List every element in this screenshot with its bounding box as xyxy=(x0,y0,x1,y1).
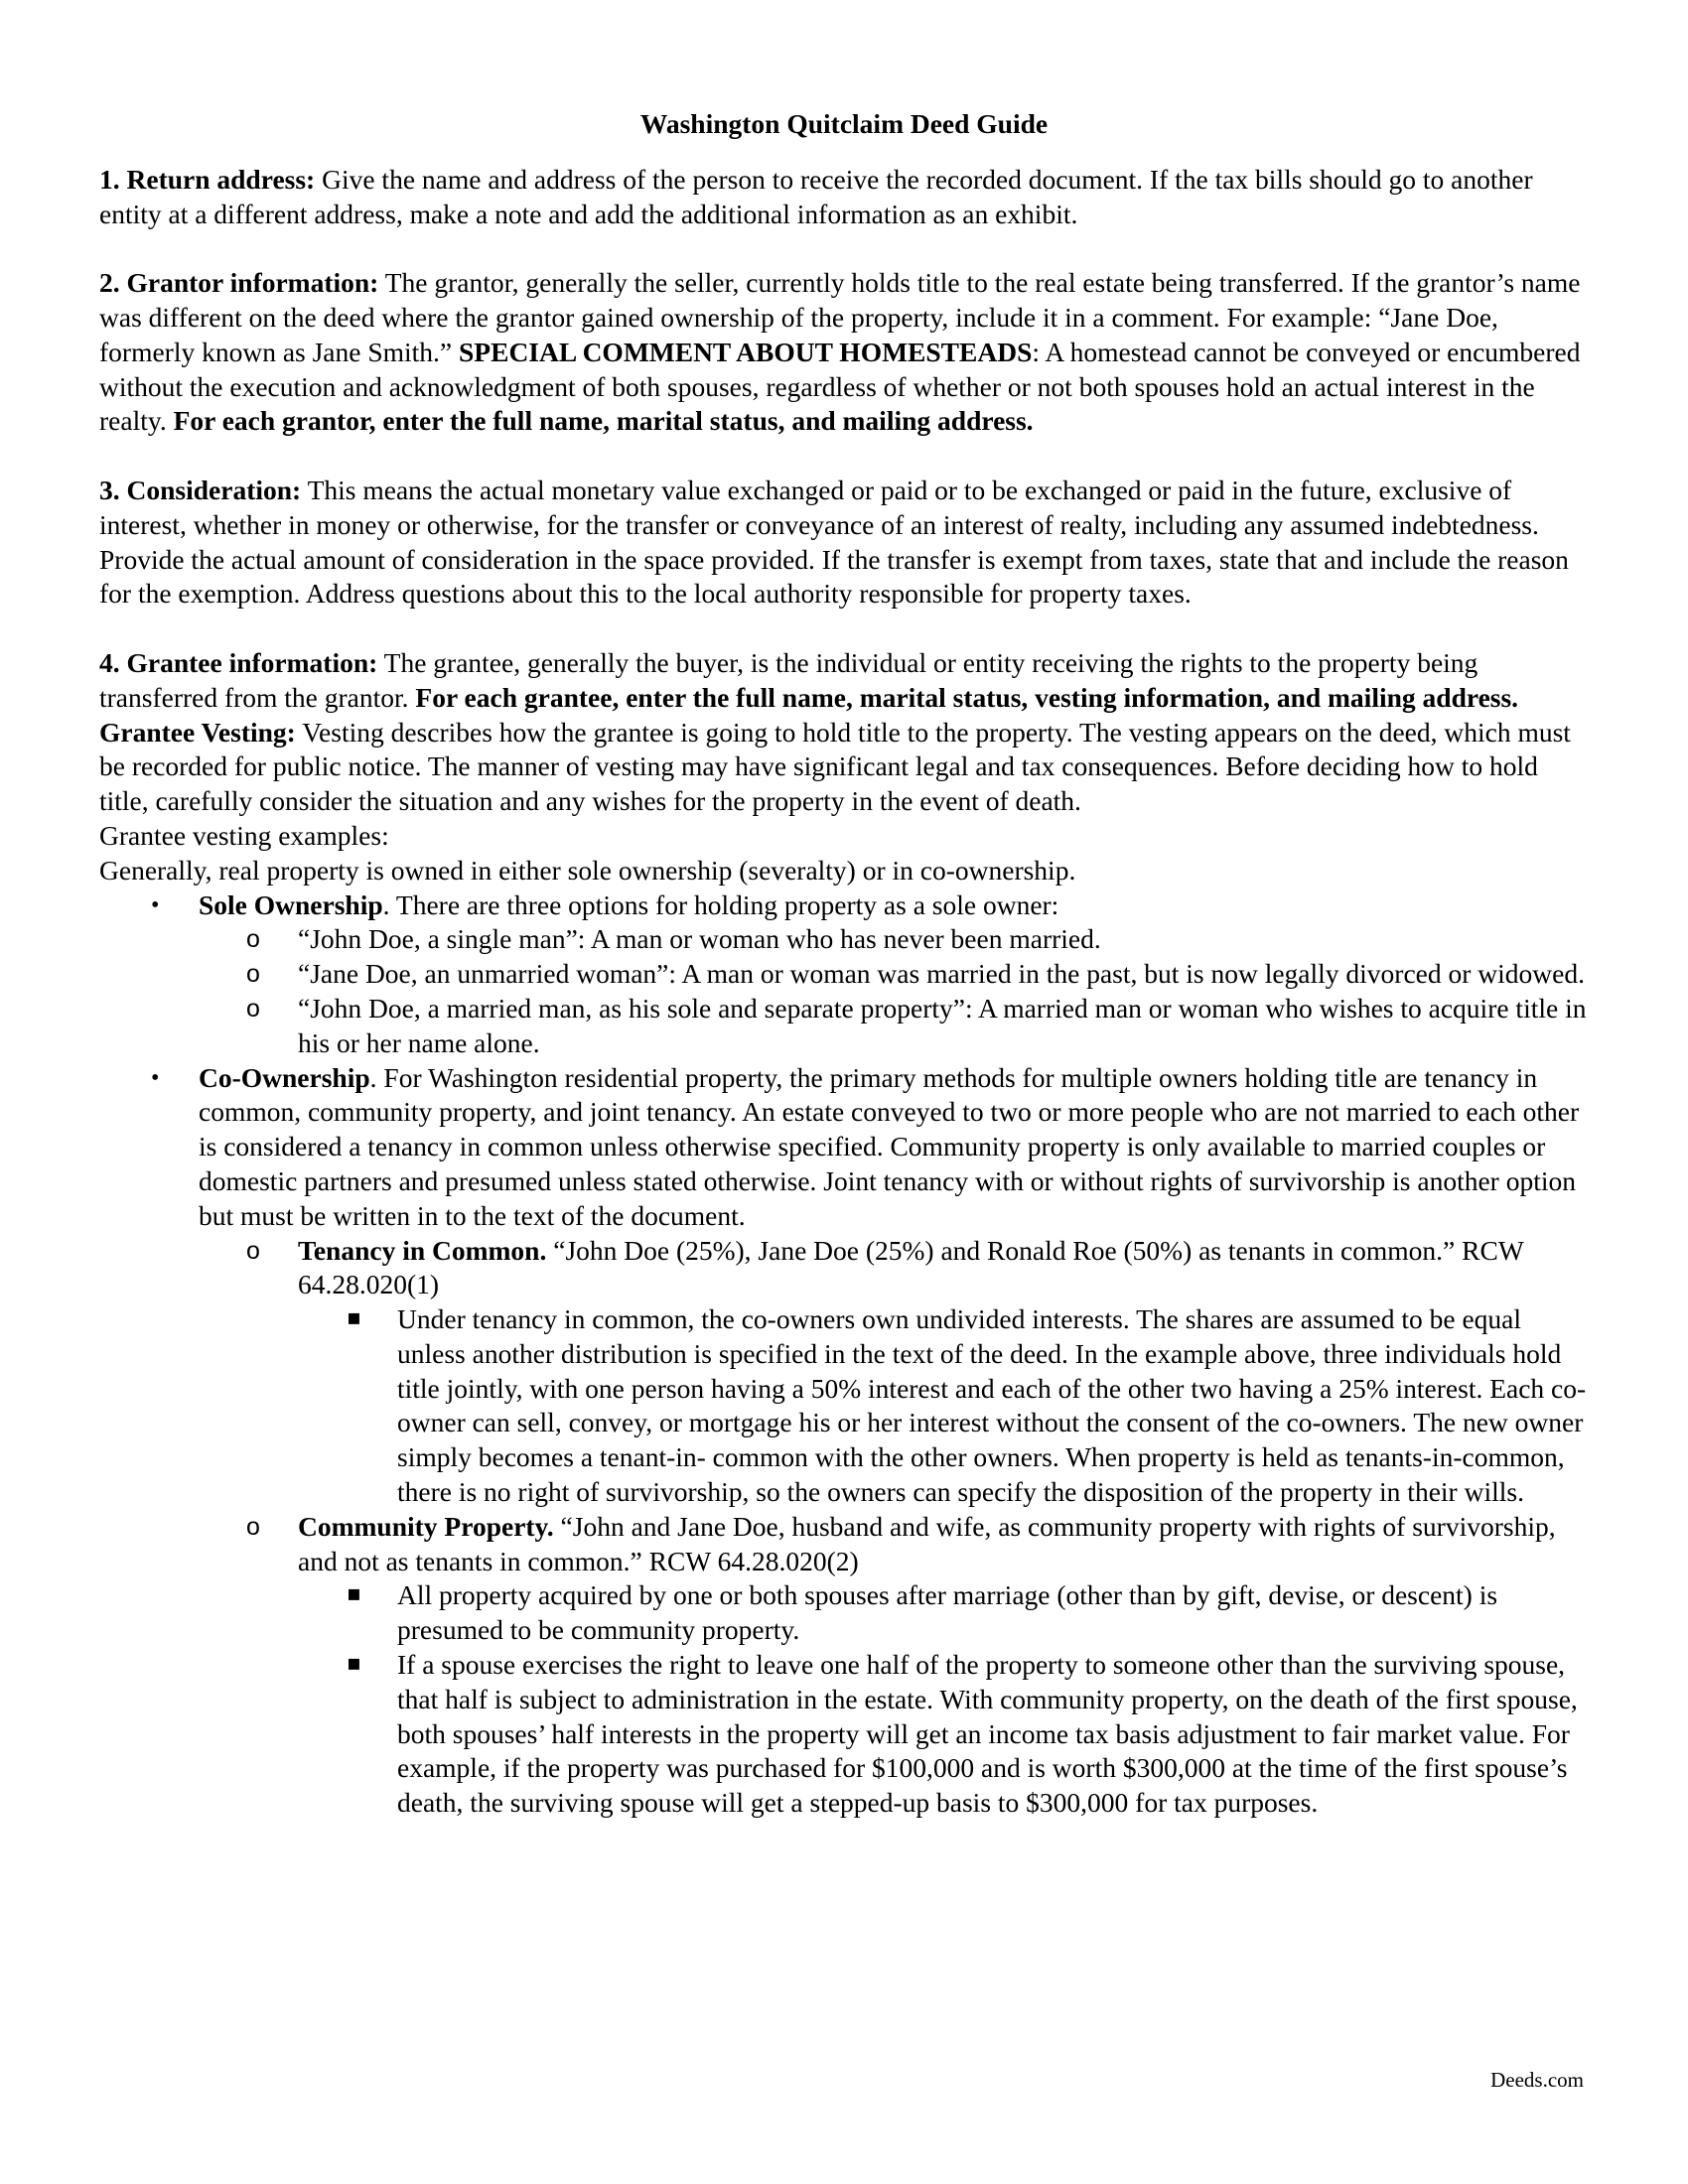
list-item xyxy=(199,992,1589,1061)
circle-marker: o xyxy=(246,960,260,989)
section-text: The grantee, generally the buyer, is the individual or entity receiving the rights to the property being transferred from the grantor. xyxy=(99,646,1478,713)
section-consideration xyxy=(99,474,1589,612)
item-text: “Jane Doe, an unmarried woman”: A man or woman was married in the past, but is now legally divorced or widowed. xyxy=(298,958,1585,990)
page-title: Washington Quitclaim Deed Guide xyxy=(639,108,1049,139)
section-label: 3. Consideration: xyxy=(99,474,302,505)
ownership-list xyxy=(99,888,1589,1822)
section-text: : A homestead cannot be conveyed or encumbered without the execution and acknowledgment of both spouses, regardless of whether or not both spouses hold an actual interest in the realty. xyxy=(99,336,1581,437)
tenancy-in-common-details xyxy=(298,1302,1589,1510)
section-text: This means the actual monetary value exchanged or paid or to be exchanged or paid in the future, exclusive of interest, whether in money or otherwise, for the transfer or conveyance of an interest of realty, including any assumed indebtedness. Provide the actual amount of consideration in the space provided. If the transfer is exempt from taxes, state that and include the reason for the exemption. Address questions about this to the local authority responsible for property taxes. xyxy=(99,474,1569,610)
footer-brand: Deeds.com xyxy=(1490,2068,1584,2092)
item-text: . For Washington residential property, the primary methods for multiple owners holding title are tenancy in common, community property, and joint tenancy. An estate conveyed to two or more people who are not married to each other is considered a tenancy in common unless otherwise specified. Community property is only available to married couples or domestic partners and presumed unless stated otherwise. Joint tenancy with or without rights of survivorship is another option but must be written in to the text of the document. xyxy=(199,1061,1580,1231)
section-label: 4. Grantee information: xyxy=(99,646,378,678)
square-marker: ▪ xyxy=(347,1651,361,1677)
section-instruction: For each grantor, enter the full name, marital status, and mailing address. xyxy=(173,405,1034,437)
section-grantee-information xyxy=(99,646,1589,1821)
list-item xyxy=(199,922,1589,957)
item-text: “John and Jane Doe, husband and wife, as community property with rights of survivorship, and not as tenants in common.” RCW 64.28.020(2) xyxy=(298,1510,1556,1576)
list-item xyxy=(298,1302,1589,1510)
section-grantor-information xyxy=(99,266,1589,439)
community-property-details xyxy=(298,1578,1589,1821)
ownership-general-line: Generally, real property is owned in either sole ownership (severalty) or in co-ownership. xyxy=(99,854,1076,886)
list-item-tenancy-in-common xyxy=(199,1234,1589,1510)
section-instruction: For each grantee, enter the full name, marital status, vesting information, and mailing address. xyxy=(415,681,1519,713)
section-text: Give the name and address of the person to receive the recorded document. If the tax bills should go to another entity at a different address, make a note and add the additional information as an exhibit. xyxy=(99,163,1533,229)
circle-marker: o xyxy=(246,1236,260,1265)
square-marker: ▪ xyxy=(347,1581,361,1607)
vesting-label: Grantee Vesting: xyxy=(99,716,296,748)
circle-marker: o xyxy=(246,925,260,954)
item-label: Tenancy in Common. xyxy=(298,1234,547,1266)
section-label: 1. Return address: xyxy=(99,163,316,195)
special-comment-label: SPECIAL COMMENT ABOUT HOMESTEADS xyxy=(459,336,1033,367)
bullet-marker: • xyxy=(151,1064,160,1091)
section-return-address xyxy=(99,163,1589,232)
grantee-vesting-paragraph xyxy=(99,716,1589,819)
item-text: “John Doe, a married man, as his sole and separate property”: A married man or woman who wishes to acquire title in his or her name alone. xyxy=(298,992,1587,1058)
circle-marker: o xyxy=(246,1512,260,1541)
list-item-sole-ownership xyxy=(99,888,1589,1061)
section-label: 2. Grantor information: xyxy=(99,267,379,299)
list-item-community-property xyxy=(199,1510,1589,1821)
co-ownership-options xyxy=(199,1234,1589,1822)
grantee-paragraph xyxy=(99,646,1589,716)
item-label: Sole Ownership xyxy=(199,888,383,920)
bullet-marker: • xyxy=(151,891,160,918)
item-label: Community Property. xyxy=(298,1510,554,1542)
vesting-examples-line: Grantee vesting examples: xyxy=(99,819,389,851)
list-item-co-ownership xyxy=(99,1061,1589,1822)
circle-marker: o xyxy=(246,994,260,1023)
document-page xyxy=(99,107,1589,1821)
item-text: “John Doe (25%), Jane Doe (25%) and Ronald Roe (50%) as tenants in common.” RCW 64.28.020(1) xyxy=(298,1234,1524,1300)
item-text: All property acquired by one or both spouses after marriage (other than by gift, devise, or descent) is presumed to be community property. xyxy=(397,1579,1498,1646)
item-text: Under tenancy in common, the co-owners own undivided interests. The shares are assumed to be equal unless another distribution is specified in the text of the deed. In the example above, three individuals hold title jointly, with one person having a 50% interest and each of the other two having a 25% interest. Each co-owner can sell, convey, or mortgage his or her interest without the consent of the co-owners. The new owner simply becomes a tenant-in- common with the other owners. When property is held as tenants-in-common, there is no right of survivorship, so the owners can specify the disposition of the property in their wills. xyxy=(397,1303,1587,1508)
square-marker: ▪ xyxy=(347,1305,361,1331)
item-text: “John Doe, a single man”: A man or woman who has never been married. xyxy=(298,923,1101,955)
section-text: The grantor, generally the seller, currently holds title to the real estate being transferred. If the grantor’s name was different on the deed where the grantor gained ownership of the property, include it in a comment. For example: “Jane Doe, formerly known as Jane Smith.” xyxy=(99,267,1581,367)
item-text: . There are three options for holding property as a sole owner: xyxy=(382,888,1059,920)
list-item xyxy=(199,957,1589,992)
list-item xyxy=(298,1648,1589,1821)
item-text: If a spouse exercises the right to leave one half of the property to someone other than the surviving spouse, that half is subject to administration in the estate. With community property, on the death of the first spouse, both spouses’ half interests in the property will get an income tax basis adjustment to fair market value. For example, if the property was purchased for $100,000 and is worth $300,000 at the time of the first spouse’s death, the surviving spouse will get a stepped-up basis to $300,000 for tax purposes. xyxy=(397,1649,1578,1819)
list-item xyxy=(298,1578,1589,1648)
sole-ownership-options xyxy=(199,922,1589,1060)
vesting-text: Vesting describes how the grantee is going to hold title to the property. The vesting appears on the deed, which must be recorded for public notice. The manner of vesting may have significant legal and tax consequences. Before deciding how to hold title, carefully consider the situation and any wishes for the property in the event of death. xyxy=(99,716,1571,817)
item-label: Co-Ownership xyxy=(199,1061,370,1093)
